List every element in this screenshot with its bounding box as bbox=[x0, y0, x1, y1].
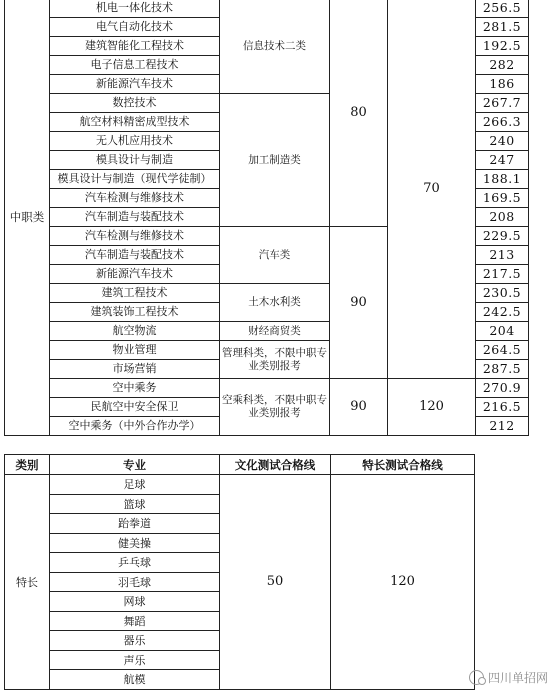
major-cell: 建筑智能化工程技术 bbox=[50, 37, 220, 56]
header-category: 类别 bbox=[5, 455, 50, 475]
table-row bbox=[5, 0, 529, 18]
major-cell: 机电一体化技术 bbox=[50, 0, 220, 18]
score-cell: 287.5 bbox=[476, 360, 529, 379]
major-cell: 物业管理 bbox=[50, 341, 220, 360]
score-cell: 240 bbox=[476, 132, 529, 151]
major-cell: 模具设计与制造 bbox=[50, 151, 220, 170]
subject-group-cell: 土木水利类 bbox=[220, 284, 330, 322]
major-cell: 篮球 bbox=[50, 494, 220, 514]
subject-group-cell: 财经商贸类 bbox=[220, 322, 330, 341]
score-cell: 281.5 bbox=[476, 18, 529, 37]
header-culture-line: 文化测试合格线 bbox=[220, 455, 331, 475]
major-cell: 汽车制造与装配技术 bbox=[50, 246, 220, 265]
major-cell: 模具设计与制造（现代学徒制） bbox=[50, 170, 220, 189]
score-cell: 282 bbox=[476, 56, 529, 75]
category-cell: 中职类 bbox=[5, 0, 50, 436]
major-cell: 电气自动化技术 bbox=[50, 18, 220, 37]
score-cell: 169.5 bbox=[476, 189, 529, 208]
wechat-icon bbox=[469, 670, 484, 685]
score-cell: 229.5 bbox=[476, 227, 529, 246]
score-cell: 217.5 bbox=[476, 265, 529, 284]
skill-line-cell: 120 bbox=[331, 475, 475, 690]
score-cell: 216.5 bbox=[476, 398, 529, 417]
watermark bbox=[469, 669, 548, 686]
header-skill-line: 特长测试合格线 bbox=[331, 455, 475, 475]
category-cell: 特长 bbox=[5, 475, 50, 690]
major-cell: 空中乘务（中外合作办学） bbox=[50, 417, 220, 436]
admission-score-table-vocational bbox=[4, 0, 529, 436]
major-cell: 足球 bbox=[50, 475, 220, 495]
skill-line-cell: 70 bbox=[388, 0, 476, 379]
major-cell: 网球 bbox=[50, 592, 220, 612]
major-cell: 建筑装饰工程技术 bbox=[50, 303, 220, 322]
major-cell: 跆拳道 bbox=[50, 514, 220, 534]
major-cell: 民航空中安全保卫 bbox=[50, 398, 220, 417]
score-cell: 264.5 bbox=[476, 341, 529, 360]
subject-group-cell: 汽车类 bbox=[220, 227, 330, 284]
subject-group-cell: 信息技术二类 bbox=[220, 0, 330, 94]
watermark-text: 四川单招网 bbox=[487, 671, 548, 685]
score-cell: 266.3 bbox=[476, 113, 529, 132]
major-cell: 汽车制造与装配技术 bbox=[50, 208, 220, 227]
major-cell: 舞蹈 bbox=[50, 611, 220, 631]
major-cell: 电子信息工程技术 bbox=[50, 56, 220, 75]
score-cell: 213 bbox=[476, 246, 529, 265]
culture-line-cell: 90 bbox=[330, 379, 388, 436]
major-cell: 汽车检测与维修技术 bbox=[50, 189, 220, 208]
major-cell: 市场营销 bbox=[50, 360, 220, 379]
header-major: 专业 bbox=[50, 455, 220, 475]
major-cell: 声乐 bbox=[50, 650, 220, 670]
culture-line-cell: 80 bbox=[330, 0, 388, 227]
subject-group-cell: 管理科类，不限中职专业类别报考 bbox=[220, 341, 330, 379]
score-cell: 208 bbox=[476, 208, 529, 227]
score-cell: 192.5 bbox=[476, 37, 529, 56]
table-row bbox=[5, 379, 529, 398]
score-cell: 186 bbox=[476, 75, 529, 94]
score-cell: 247 bbox=[476, 151, 529, 170]
table-header-row bbox=[5, 455, 475, 475]
score-cell: 188.1 bbox=[476, 170, 529, 189]
major-cell: 无人机应用技术 bbox=[50, 132, 220, 151]
score-cell: 230.5 bbox=[476, 284, 529, 303]
major-cell: 健美操 bbox=[50, 533, 220, 553]
major-cell: 新能源汽车技术 bbox=[50, 265, 220, 284]
major-cell: 数控技术 bbox=[50, 94, 220, 113]
subject-group-cell: 空乘科类，不限中职专业类别报考 bbox=[220, 379, 330, 436]
major-cell: 航模 bbox=[50, 670, 220, 690]
admission-score-table-special-talent bbox=[4, 454, 475, 690]
culture-line-cell: 90 bbox=[330, 227, 388, 379]
major-cell: 汽车检测与维修技术 bbox=[50, 227, 220, 246]
score-cell: 242.5 bbox=[476, 303, 529, 322]
table-row bbox=[5, 475, 475, 495]
major-cell: 航空材料精密成型技术 bbox=[50, 113, 220, 132]
major-cell: 建筑工程技术 bbox=[50, 284, 220, 303]
score-cell: 270.9 bbox=[476, 379, 529, 398]
major-cell: 器乐 bbox=[50, 631, 220, 651]
major-cell: 新能源汽车技术 bbox=[50, 75, 220, 94]
skill-line-cell: 120 bbox=[388, 379, 476, 436]
major-cell: 乒乓球 bbox=[50, 553, 220, 573]
major-cell: 羽毛球 bbox=[50, 572, 220, 592]
score-cell: 256.5 bbox=[476, 0, 529, 18]
major-cell: 空中乘务 bbox=[50, 379, 220, 398]
subject-group-cell: 加工制造类 bbox=[220, 94, 330, 227]
major-cell: 航空物流 bbox=[50, 322, 220, 341]
score-cell: 267.7 bbox=[476, 94, 529, 113]
score-cell: 212 bbox=[476, 417, 529, 436]
culture-line-cell: 50 bbox=[220, 475, 331, 690]
score-cell: 204 bbox=[476, 322, 529, 341]
